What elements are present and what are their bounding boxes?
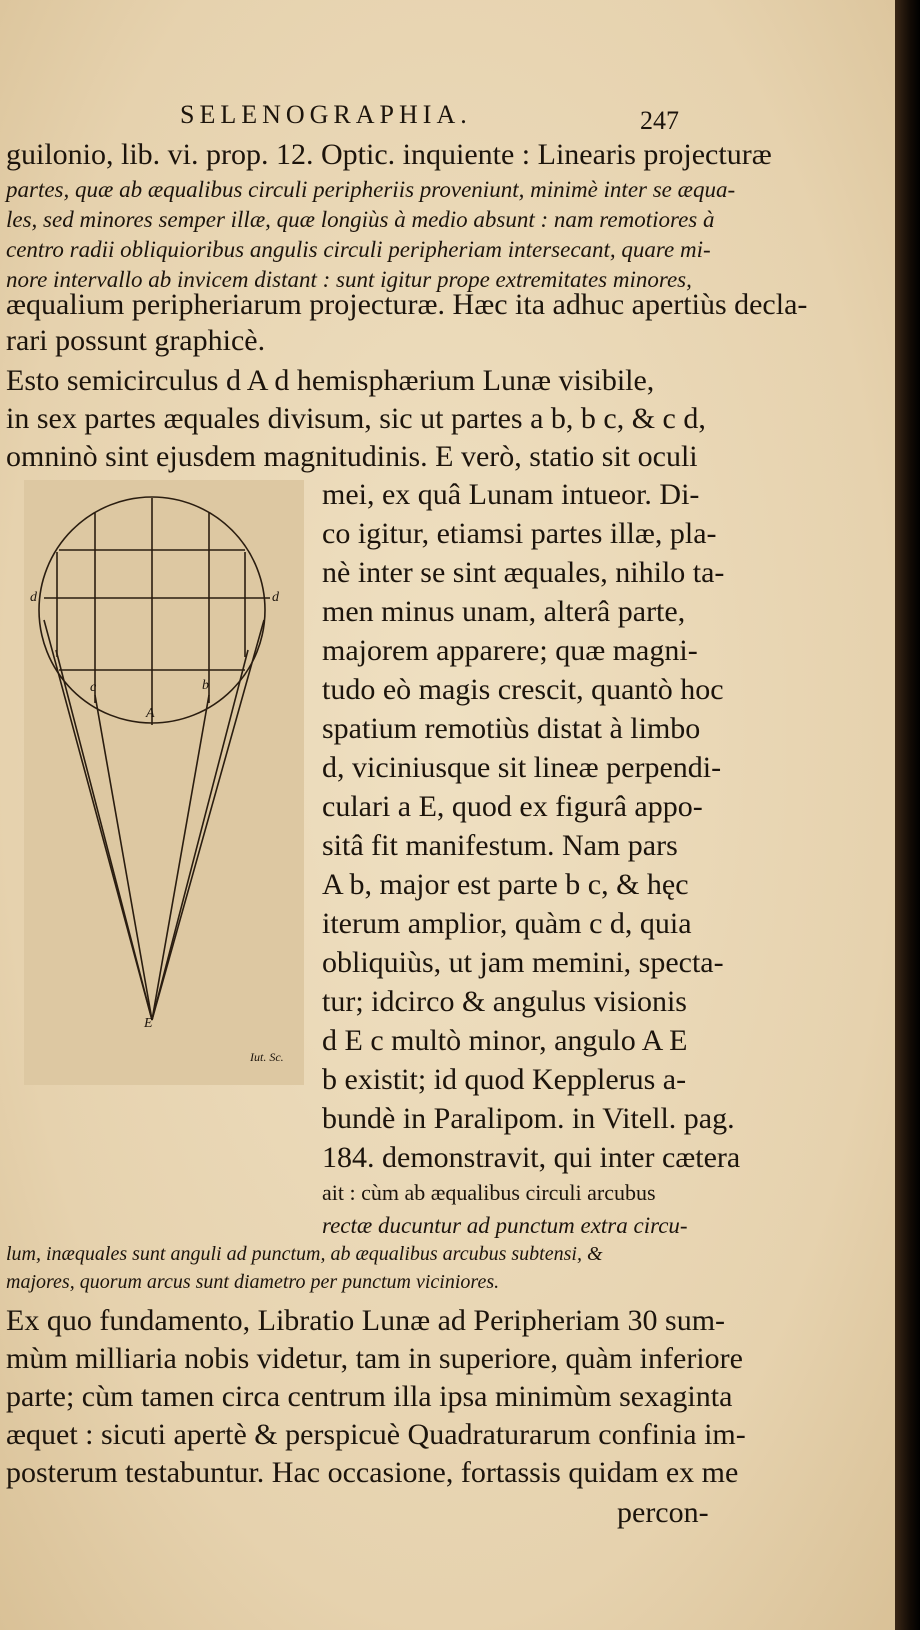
text-line: tur; idcirco & angulus visionis xyxy=(322,985,687,1018)
label-b: b xyxy=(202,678,209,693)
text-line: culari a E, quod ex figurâ appo- xyxy=(322,790,703,823)
label-c: c xyxy=(90,680,97,695)
text-line: parte; cùm tamen circa centrum illa ipsa minimùm sexaginta xyxy=(6,1380,733,1413)
engraver-signature: Iut. Sc. xyxy=(250,1050,284,1064)
text-line: æquet : sicuti apertè & perspicuè Quadraturarum confinia im- xyxy=(6,1418,746,1451)
text-line: spatium remotiùs distat à limbo xyxy=(322,712,701,745)
text-line: men minus unam, alterâ parte, xyxy=(322,595,686,628)
text-line: majorem apparere; quæ magni- xyxy=(322,634,698,667)
text-line: mùm milliaria nobis videtur, tam in superiore, quàm inferiore xyxy=(6,1342,743,1375)
label-E: E xyxy=(144,1016,153,1031)
text-line: æqualium peripheriarum projecturæ. Hæc ita adhuc apertiùs decla- xyxy=(6,288,808,321)
text-line: nore intervallo ab invicem distant : sunt igitur prope extremitates minores, xyxy=(6,267,692,292)
text-line: iterum amplior, quàm c d, quia xyxy=(322,907,692,940)
label-A: A xyxy=(146,706,155,721)
label-d-right: d xyxy=(272,590,279,605)
text-line: nè inter se sint æquales, nihilo ta- xyxy=(322,556,725,589)
text-line: bundè in Paralipom. in Vitell. pag. xyxy=(322,1102,735,1135)
text-line: Esto semicirculus d A d hemisphærium Lunæ visibile, xyxy=(6,364,655,397)
text-line: in sex partes æquales divisum, sic ut partes a b, b c, & c d, xyxy=(6,402,706,435)
text-line: co igitur, etiamsi partes illæ, pla- xyxy=(322,517,717,550)
text-line: les, sed minores semper illæ, quæ longiùs à medio absunt : nam remotiores à xyxy=(6,207,715,232)
text-line: mei, ex quâ Lunam intueor. Di- xyxy=(322,478,700,511)
text-line: omninò sint ejusdem magnitudinis. E verò, statio sit oculi xyxy=(6,440,698,473)
text-line: guilonio, lib. vi. prop. 12. Optic. inquiente : Linearis projecturæ xyxy=(6,138,772,171)
text-line: partes, quæ ab æqualibus circuli peripheriis proveniunt, minimè inter se æqua- xyxy=(6,177,736,202)
text-line: obliquiùs, ut jam memini, specta- xyxy=(322,946,724,979)
text-line: rectæ ducuntur ad punctum extra circu- xyxy=(322,1213,688,1238)
page-number: 247 xyxy=(640,106,679,135)
text-line: centro radii obliquioribus angulis circuli peripheriam intersecant, quare mi- xyxy=(6,237,711,262)
label-d-left: d xyxy=(30,590,37,605)
text-line: d, viciniusque sit lineæ perpendi- xyxy=(322,751,722,784)
text-line: tudo eò magis crescit, quantò hoc xyxy=(322,673,724,706)
text-line: rari possunt graphicè. xyxy=(6,324,266,357)
text-line: posterum testabuntur. Hac occasione, fortassis quidam ex me xyxy=(6,1456,739,1489)
text-line: sitâ fit manifestum. Nam pars xyxy=(322,829,678,862)
projection-diagram xyxy=(24,480,304,1085)
text-line: ait : cùm ab æqualibus circuli arcubus xyxy=(322,1180,656,1205)
book-binding-edge xyxy=(895,0,920,1630)
text-line: Ex quo fundamento, Libratio Lunæ ad Peripheriam 30 sum- xyxy=(6,1304,726,1337)
moon-projection-figure xyxy=(24,480,304,1085)
text-line: A b, major est parte b c, & hęc xyxy=(322,868,689,901)
text-line: b existit; id quod Kepplerus a- xyxy=(322,1063,687,1096)
text-line: 184. demonstravit, qui inter cætera xyxy=(322,1141,741,1174)
text-line: d E c multò minor, angulo A E xyxy=(322,1024,688,1057)
text-line: lum, inæquales sunt anguli ad punctum, ab æqualibus arcubus subtensi, & xyxy=(6,1243,603,1265)
running-head: SELENOGRAPHIA. xyxy=(180,100,472,129)
text-line: majores, quorum arcus sunt diametro per punctum viciniores. xyxy=(6,1271,500,1293)
page-header xyxy=(0,100,895,140)
catchword: percon- xyxy=(617,1496,709,1529)
